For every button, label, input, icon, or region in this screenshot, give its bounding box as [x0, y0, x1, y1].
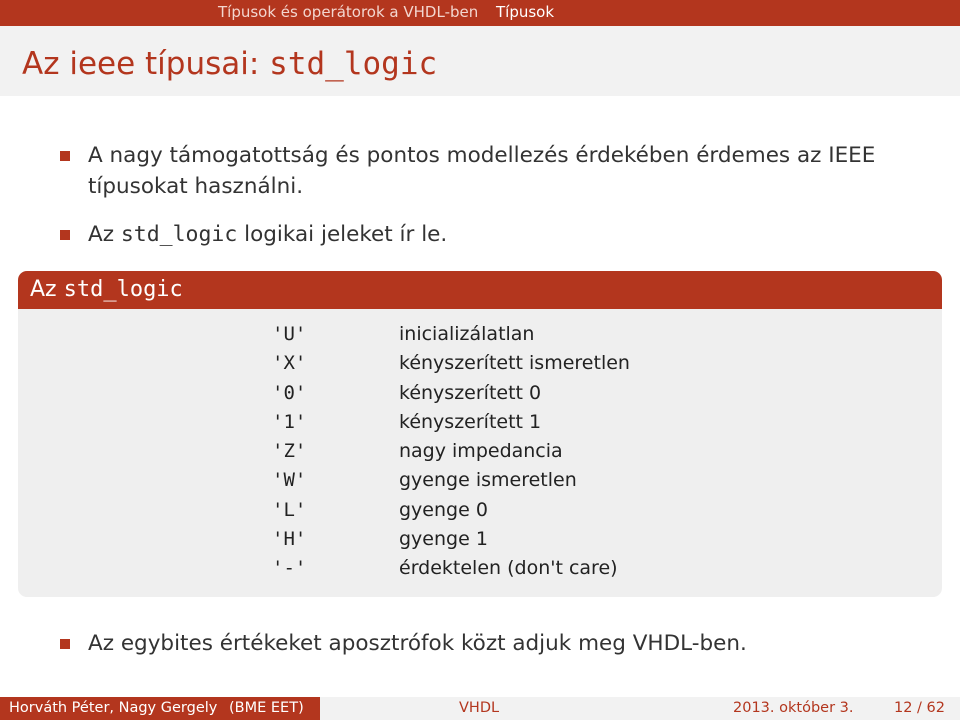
block-header: [18, 271, 942, 309]
table-row: [18, 438, 942, 467]
value-description: gyenge 0: [399, 498, 488, 521]
footer-institute: (BME EET): [229, 700, 304, 716]
frame-title-code: std_logic: [269, 46, 438, 82]
bullet-item-3: [60, 628, 920, 659]
block-title: [30, 277, 183, 302]
bullet-text: A nagy támogatottság és pontos modellezés érdekében érdemes az IEEE típusokat használni.: [88, 143, 876, 199]
bullet-item-2: [60, 219, 920, 250]
footer-author-box: [0, 697, 320, 720]
value-code: 'Z': [272, 440, 307, 463]
value-description: gyenge 1: [399, 528, 488, 551]
table-row: [18, 350, 942, 379]
footer-page-number: 12 / 62: [894, 700, 946, 716]
value-description: kényszerített 1: [399, 410, 542, 433]
footer-short-title: VHDL: [459, 700, 500, 716]
bullet-square-icon: [60, 230, 70, 240]
block-title-prefix: Az: [30, 277, 64, 302]
table-row: [18, 497, 942, 526]
footer-title-box: [320, 697, 640, 720]
frame-title: [22, 46, 437, 82]
footer-bar: [0, 697, 960, 720]
bullet-text: [88, 219, 920, 250]
bullet-square-icon: [60, 639, 70, 649]
value-table: [18, 321, 942, 585]
value-code: 'U': [272, 323, 307, 345]
bullet-text-post: logikai jeleket ír le.: [237, 222, 448, 247]
table-row: [18, 467, 942, 496]
footer-authors: Horváth Péter, Nagy Gergely: [9, 700, 218, 716]
table-row: [18, 380, 942, 409]
nav-section-link[interactable]: Típusok és operátorok a VHDL-ben: [218, 3, 479, 21]
value-description: inicializálatlan: [399, 323, 535, 345]
bullet-code: std_logic: [120, 222, 238, 247]
value-code: '1': [272, 410, 307, 433]
block-title-code: std_logic: [63, 277, 183, 302]
value-code: 'L': [272, 498, 307, 521]
table-row: [18, 321, 942, 350]
bullet-item-1: [60, 140, 920, 204]
value-code: 'W': [272, 469, 307, 492]
nav-subsection-link[interactable]: Típusok: [496, 3, 555, 21]
table-row: [18, 555, 942, 584]
frame-title-prefix: Az ieee típusai:: [22, 46, 270, 82]
footer-date: 2013. október 3.: [733, 700, 854, 716]
frame-title-bar: [0, 26, 960, 96]
value-code: '-': [272, 557, 307, 580]
value-description: érdektelen (don't care): [399, 557, 618, 580]
value-description: gyenge ismeretlen: [399, 469, 577, 492]
value-description: kényszerített 0: [399, 381, 542, 404]
value-description: nagy impedancia: [399, 440, 563, 463]
value-description: kényszerített ismeretlen: [399, 352, 630, 375]
std-logic-block: [18, 271, 942, 597]
bullet-text-pre: Az: [88, 222, 121, 247]
table-row: [18, 526, 942, 555]
bullet-text: Az egybites értékeket aposztrófok közt adjuk meg VHDL-ben.: [88, 631, 747, 656]
value-code: '0': [272, 381, 307, 404]
footer-date-box: [640, 697, 960, 720]
table-row: [18, 409, 942, 438]
bullet-square-icon: [60, 151, 70, 161]
value-code: 'H': [272, 528, 307, 551]
section-navigation-bar: [0, 0, 960, 26]
value-code: 'X': [272, 352, 307, 375]
